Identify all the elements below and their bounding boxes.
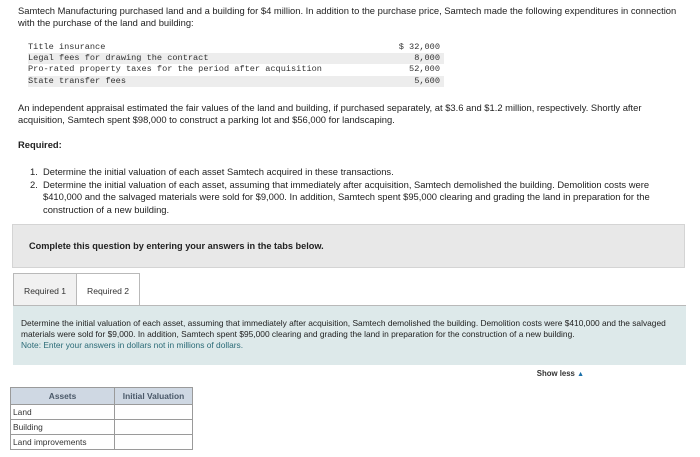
answer-table — [10, 387, 193, 450]
requirement-tabs — [13, 273, 140, 306]
tab-required-1[interactable]: Required 1 — [13, 273, 77, 306]
expenditure-label: Legal fees for drawing the contract — [28, 53, 209, 64]
valuation-cell — [115, 435, 193, 450]
asset-label: Land — [11, 405, 115, 420]
valuation-cell — [115, 420, 193, 435]
building-valuation-input[interactable] — [115, 420, 192, 434]
requirements-list — [30, 166, 666, 217]
expenditure-label: Pro-rated property taxes for the period after acquisition — [28, 64, 322, 75]
appraisal-paragraph: An independent appraisal estimated the fair values of the land and building, if purchased separately, at $3.6 and $1.2 million, respectively. Shortly after acquisition, Samtech spent $98,000 to construct a parking lot and $56,000 for landscaping. — [18, 102, 642, 126]
requirement-item — [30, 166, 666, 178]
expenditure-row — [28, 64, 444, 75]
complete-question-banner — [12, 224, 685, 268]
asset-label: Building — [11, 420, 115, 435]
instructions-text: Determine the initial valuation of each asset, assuming that immediately after acquisition, Samtech demolished the building. Demolition costs were $410,000 and the salvaged materials were sold for $9,000. In addition, Samtech spent $95,000 clearing and grading the land in preparation for the construction of a new building. — [21, 318, 666, 339]
required-heading: Required: — [18, 139, 62, 150]
expenditure-amount: 52,000 — [409, 64, 440, 75]
instructions-box — [13, 306, 686, 365]
expenditures-list — [28, 42, 444, 87]
instructions-note: Note: Enter your answers in dollars not in millions of dollars. — [21, 340, 244, 350]
complete-question-text: Complete this question by entering your answers in the tabs below. — [29, 241, 324, 251]
requirement-number: 1. — [30, 166, 38, 177]
answer-table-header — [11, 388, 193, 405]
expenditure-label: State transfer fees — [28, 75, 126, 86]
asset-label: Land improvements — [11, 435, 115, 450]
table-row — [11, 420, 193, 435]
land-valuation-input[interactable] — [115, 405, 192, 419]
expenditure-amount: 5,600 — [414, 75, 440, 86]
expenditure-row — [28, 76, 444, 87]
requirement-text: Determine the initial valuation of each asset Samtech acquired in these transactions. — [43, 166, 394, 177]
requirement-text: Determine the initial valuation of each asset, assuming that immediately after acquisition, Samtech demolished the building. Demolition costs were $410,000 and the salvaged materials were sold for $9,000. In addition, Samtech spent $95,000 clearing and grading the land in preparation for the construction of a new building. — [43, 179, 650, 215]
expenditure-amount: $ 32,000 — [398, 42, 440, 52]
expenditure-label: Title insurance — [28, 42, 106, 52]
table-row — [11, 405, 193, 420]
valuation-cell — [115, 405, 193, 420]
show-less-label: Show less — [536, 369, 575, 378]
problem-intro: Samtech Manufacturing purchased land and a building for $4 million. In addition to the purchase price, Samtech made the following expenditures in connection with the purchase of the land and building: — [18, 5, 677, 29]
expenditure-row — [28, 53, 444, 64]
show-less-toggle[interactable] — [537, 369, 584, 379]
tab-required-2[interactable]: Required 2 — [77, 273, 140, 306]
triangle-up-icon: ▲ — [577, 371, 584, 378]
valuation-column-header: Initial Valuation — [115, 388, 193, 405]
assets-column-header: Assets — [11, 388, 115, 405]
expenditure-row — [28, 42, 444, 53]
requirement-number: 2. — [30, 179, 38, 191]
requirement-item — [30, 179, 666, 216]
land-improvements-valuation-input[interactable] — [115, 435, 192, 449]
expenditure-amount: 8,000 — [414, 53, 440, 64]
table-row — [11, 435, 193, 450]
